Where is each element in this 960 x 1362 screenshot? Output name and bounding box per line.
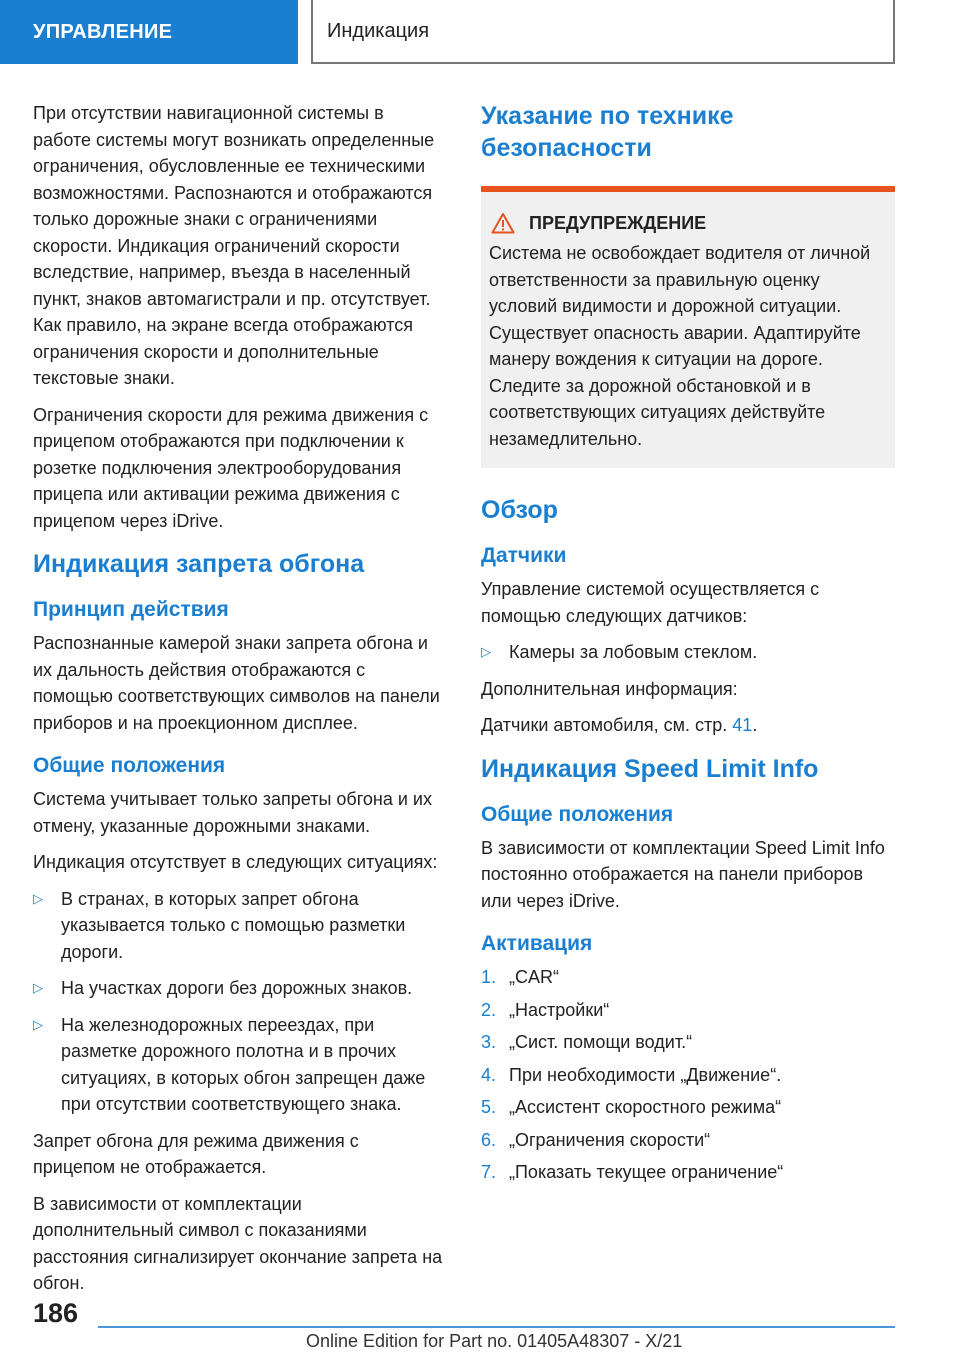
footer-divider (98, 1326, 895, 1328)
triangle-bullet-icon: ▷ (33, 890, 43, 906)
step-text: „Показать текущее ограничение“ (509, 1162, 784, 1182)
paragraph: В зависимости от комплектации дополнительный символ с показаниями расстояния сигнализирует окончание запрета на обгон. (33, 1193, 443, 1293)
step-item (481, 1062, 895, 1089)
list-item (33, 886, 445, 966)
warning-triangle-icon (491, 212, 515, 234)
paragraph: При отсутствии навигационной системы в работе системы могут возникать определенные ограничения, обусловленные ее техническими возможностями. Распознаются и отображаются только дорожные знаки с ограничениями скорости. Индикация ограничений скорости вследствие, например, въезда в населенный пункт, знаков автомагистрали и пр. отсутствует. Как правило, на экране всегда отображаются ограничения скорости и дополнительные текстовые знаки. (33, 103, 435, 388)
warning-title (489, 212, 887, 234)
subsection-heading: Общие положения (33, 754, 226, 777)
step-item (481, 1127, 895, 1154)
list-item (481, 639, 895, 666)
paragraph (481, 712, 895, 739)
list-item-text: На железнодорожных переездах, при разметке дорожного полотна и в прочих ситуациях, в которых обгон запрещен даже при отсутствии соответствующего знака. (61, 1014, 426, 1114)
step-number: 2. (481, 999, 497, 1020)
warning-box (481, 192, 895, 468)
step-number: 7. (481, 1162, 497, 1182)
triangle-bullet-icon: ▷ (33, 1016, 43, 1032)
chapter-tab[interactable]: Индикация (311, 0, 895, 64)
section-heading: Обзор (481, 496, 558, 524)
warning-title-text: ПРЕДУПРЕЖДЕНИЕ (529, 212, 707, 233)
right-column (481, 100, 895, 1192)
section-tab[interactable]: УПРАВЛЕНИЕ (0, 0, 298, 64)
step-text: „Сист. помощи водит.“ (509, 1032, 693, 1052)
step-item (481, 1029, 895, 1056)
step-item (481, 964, 895, 991)
paragraph: Распознанные камерой знаки запрета обгона и их дальность действия отображаются с помощью соответствующих символов на панели приборов и на проекционном дисплее. (33, 633, 440, 733)
step-number: 1. (481, 967, 497, 987)
triangle-bullet-icon: ▷ (481, 644, 491, 659)
subsection-heading: Принцип действия (33, 598, 229, 621)
list-item-text: Камеры за лобовым стеклом. (509, 642, 758, 662)
step-text: „Настройки“ (509, 999, 610, 1020)
triangle-bullet-icon: ▷ (33, 980, 43, 995)
list-item-text: В странах, в которых запрет обгона указывается только с помощью разметки дороги. (61, 888, 406, 962)
step-item (481, 1159, 895, 1186)
step-item (481, 1094, 895, 1121)
step-number: 4. (481, 1064, 497, 1085)
paragraph: Управление системой осуществляется с помощью следующих датчиков: (481, 579, 820, 626)
list-item-text: На участках дороги без дорожных знаков. (61, 978, 413, 998)
reference-end: . (752, 715, 758, 735)
section-heading: Указание по технике безопасности (481, 102, 734, 162)
section-heading: Индикация Speed Limit Info (481, 754, 819, 783)
page-link[interactable]: 41 (732, 715, 753, 735)
warning-text: Система не освобождает водителя от личной ответственности за правильную оценку условий видимости и дорожной ситуации. Существует опасность аварии. Адаптируйте манеру вождения к ситуации на дороге. Следите за дорожной обстановкой и в соответствующих ситуациях действуйте незамедлительно. (489, 243, 871, 449)
paragraph: Ограничения скорости для режима движения с прицепом отображаются при подключении к розетке подключения электрооборудования прицепа или активации режима движения с прицепом через iDrive. (33, 404, 429, 531)
section-heading: Индикация запрета обгона (33, 550, 365, 578)
list-item (33, 975, 445, 1002)
list-item (33, 1012, 445, 1118)
paragraph: В зависимости от комплектации Speed Limit Info постоянно отображается на панели приборов или через iDrive. (481, 837, 885, 911)
step-text: При необходимости „Движение“. (509, 1064, 782, 1085)
step-number: 6. (481, 1129, 497, 1150)
paragraph: Запрет обгона для режима движения с прицепом не отображается. (33, 1130, 359, 1177)
step-text: „Ограничения скорости“ (509, 1129, 711, 1150)
subsection-heading: Датчики (481, 544, 567, 567)
step-item (481, 997, 895, 1024)
reference-text: Датчики автомобиля, см. стр. (481, 715, 728, 735)
left-column (33, 100, 445, 1307)
step-text: „CAR“ (509, 967, 559, 987)
paragraph: Дополнительная информация: (481, 678, 738, 699)
step-number: 5. (481, 1097, 497, 1117)
page-number: 186 (33, 1298, 79, 1328)
step-number: 3. (481, 1032, 497, 1052)
paragraph: Индикация отсутствует в следующих ситуациях: (33, 852, 438, 872)
paragraph: Система учитывает только запреты обгона и их отмену, указанные дорожными знаками. (33, 789, 432, 836)
step-text: „Ассистент скоростного режима“ (509, 1097, 782, 1117)
footer-edition: Online Edition for Part no. 01405A48307 - X/21 (306, 1331, 683, 1351)
subsection-heading: Активация (481, 932, 593, 955)
subsection-heading: Общие положения (481, 802, 674, 826)
